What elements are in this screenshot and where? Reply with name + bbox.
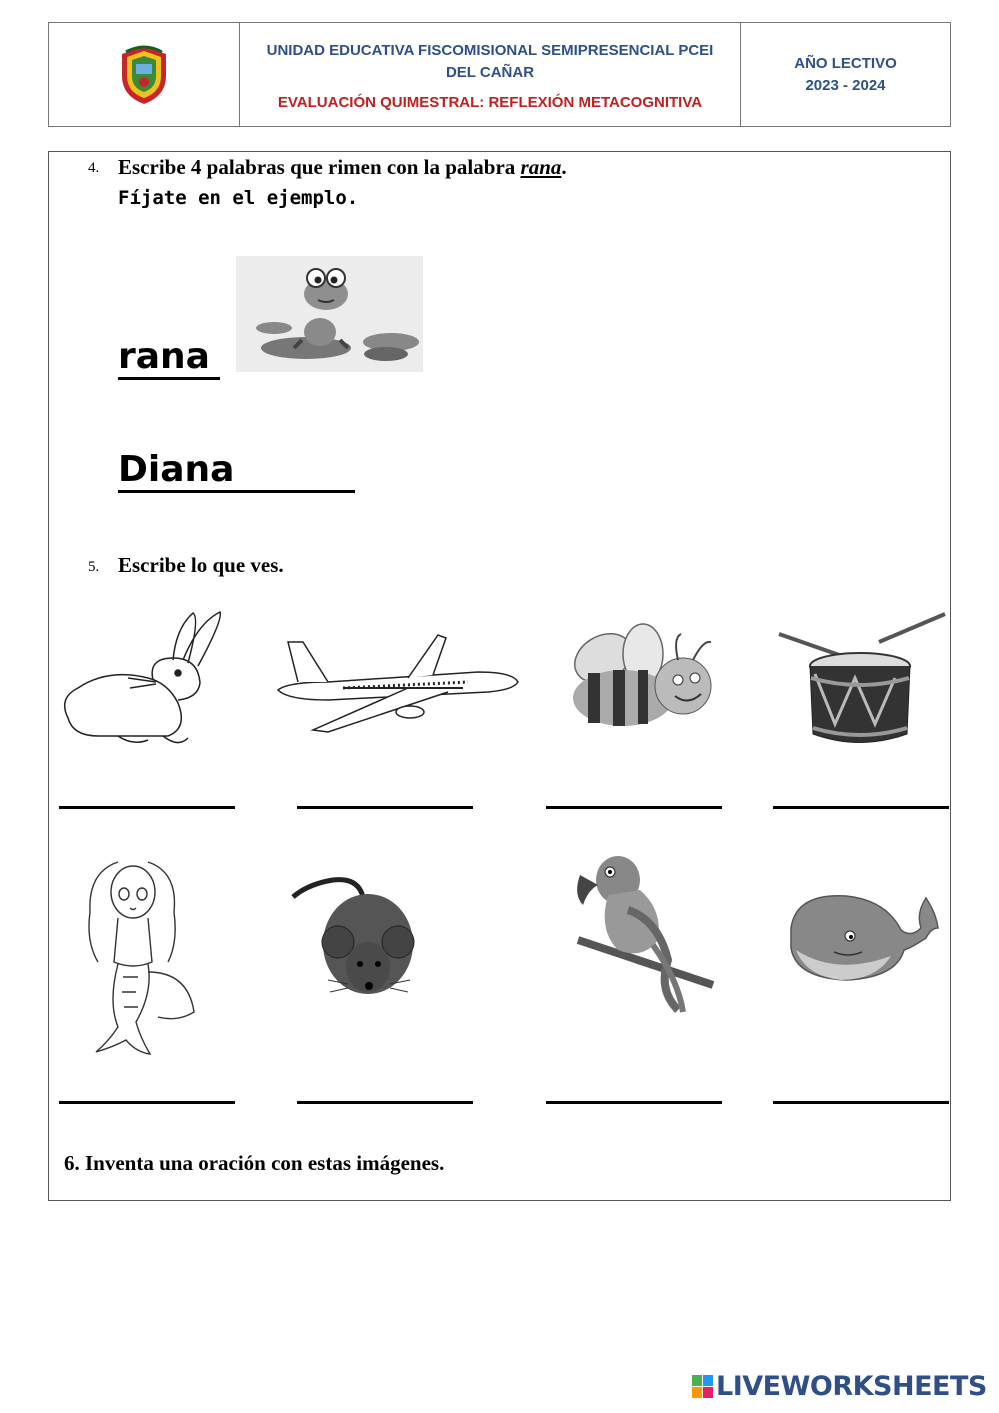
- answer-line-5[interactable]: [59, 1101, 235, 1104]
- q4-text-before: Escribe 4 palabras que rimen con la palabra: [118, 155, 521, 179]
- q5-instruction: Escribe lo que ves.: [118, 553, 284, 577]
- school-shield-logo: [116, 42, 172, 108]
- school-name-line2: DEL CAÑAR: [445, 64, 535, 81]
- example-word-rana: rana: [118, 337, 220, 380]
- mermaid-image: [78, 852, 200, 1060]
- airplane-image: [268, 630, 520, 740]
- answer-line-7[interactable]: [546, 1101, 722, 1104]
- whale-image: [786, 888, 942, 988]
- answer-line-4[interactable]: [773, 806, 949, 809]
- q4-subtitle: Fíjate en el ejemplo.: [118, 187, 359, 209]
- school-year-value: 2023 - 2024: [805, 76, 886, 94]
- frog-image: [236, 256, 423, 372]
- answer-line-6[interactable]: [297, 1101, 473, 1104]
- school-year-label: AÑO LECTIVO: [794, 54, 897, 72]
- answer-line-8[interactable]: [773, 1101, 949, 1104]
- header-table: [48, 22, 951, 127]
- q4-text-after: .: [561, 155, 567, 179]
- liveworksheets-logo-icon: [692, 1375, 713, 1398]
- q4-instruction: [118, 155, 567, 180]
- q4-number: 4.: [88, 160, 100, 176]
- school-year-cell: [741, 23, 950, 126]
- rabbit-image: [58, 608, 228, 748]
- q4-keyword: rana: [520, 155, 562, 179]
- parrot-image: [568, 850, 716, 1016]
- q5-number: 5.: [88, 559, 100, 575]
- rhyme-answer-diana: Diana: [118, 450, 355, 493]
- mouse-image: [288, 872, 418, 1000]
- liveworksheets-brand[interactable]: [692, 1371, 987, 1402]
- drum-image: [775, 606, 951, 750]
- answer-line-1[interactable]: [59, 806, 235, 809]
- school-name: [240, 40, 740, 84]
- q6-instruction: 6. Inventa una oración con estas imágenes.: [64, 1151, 445, 1175]
- school-logo-cell: [49, 23, 240, 126]
- answer-line-3[interactable]: [546, 806, 722, 809]
- evaluation-title: EVALUACIÓN QUIMESTRAL: REFLEXIÓN METACOGNITIVA: [277, 94, 703, 111]
- school-name-line1: UNIDAD EDUCATIVA FISCOMISIONAL SEMIPRESENCIAL PCEI: [266, 42, 714, 59]
- answer-line-2[interactable]: [297, 806, 473, 809]
- brand-name: LIVEWORKSHEETS: [716, 1371, 987, 1402]
- bee-image: [563, 618, 723, 736]
- school-title-cell: [240, 23, 741, 126]
